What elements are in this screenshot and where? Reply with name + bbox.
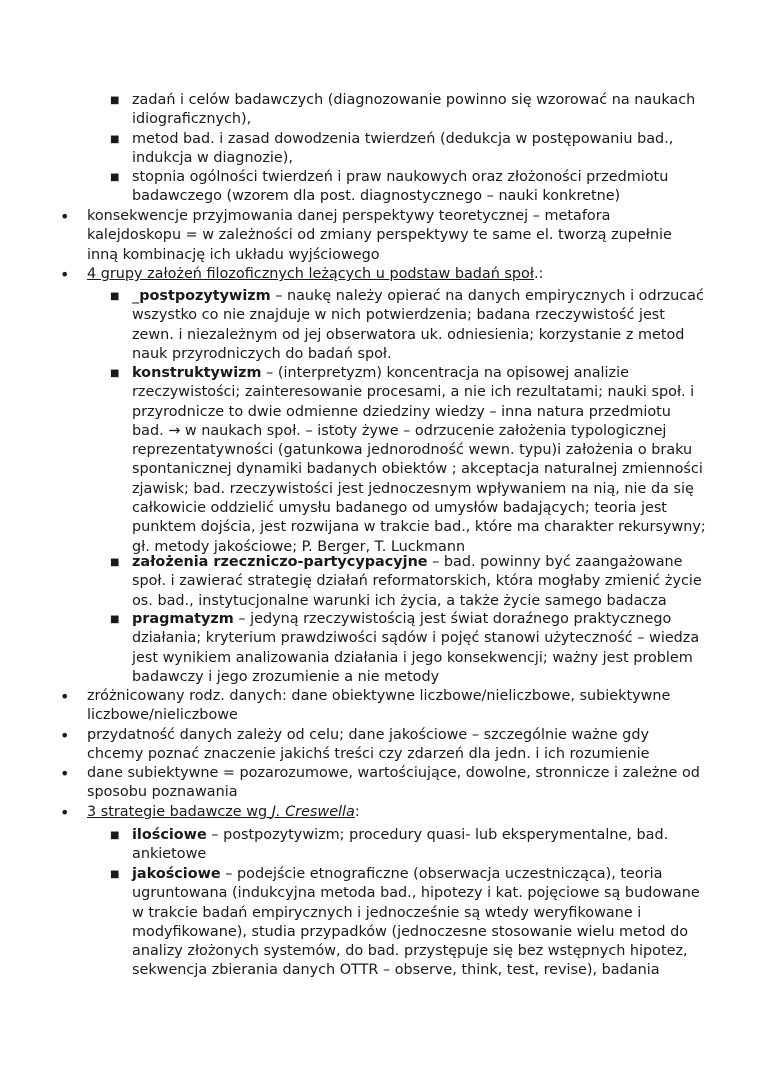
author-name: J. Creswella: [271, 804, 355, 820]
square-bullet-icon: ■: [110, 614, 120, 625]
square-bullet-icon: ■: [110, 869, 120, 880]
square-bullet-icon: ■: [110, 830, 120, 841]
square-bullet-icon: ■: [110, 291, 120, 302]
term: jakościowe: [132, 866, 221, 882]
term: ilościowe: [132, 827, 207, 843]
section-heading: 3 strategie badawcze wg: [87, 804, 272, 820]
bullet-icon: •: [60, 803, 70, 822]
bullet-icon: •: [60, 207, 70, 226]
list-item: • 4 grupy założeń filozoficznych leżących u podstaw badań społ.:: [60, 265, 544, 284]
sublist-item: ■ pragmatyzm – jedyną rzeczywistością jest świat doraźnego praktycznego działania; kryterium prawdziwości sądów i pojęć stanowi użyteczność – wiedza jest wynikiem analizowania działania i jego konsekwencji; ważny jest problem badawczy i jego zrozumienie a nie metody: [110, 611, 700, 685]
list-item: • 3 strategie badawcze wg J. Creswella:: [60, 803, 360, 822]
term: założenia rzeczniczo-partycypacyjne: [132, 554, 428, 570]
section-heading: 4 grupy założeń filozoficznych leżących u podstaw badań społ: [87, 266, 534, 282]
sublist-item: ■ stopnia ogólności twierdzeń i praw naukowych oraz złożoności przedmiotu badawczego (wzorem dla post. diagnostycznego – nauki konkretne): [110, 169, 669, 205]
sublist-item: ■ zadań i celów badawczych (diagnozowanie powinno się wzorować na naukach idiograficznych),: [110, 92, 696, 128]
sublist-item: ■ jakościowe – podejście etnograficzne (obserwacja uczestnicząca), teoria ugruntowana (indukcyjna metoda bad., hipotezy i kat. pojęciowe są budowane w trakcie badań empirycznych i jednocześnie są wtedy weryfikowane i modyfikowane), studia przypadków (jednoczesne stosowanie wielu metod do analizy złożonych systemów, do bad. przystępuje się bez wstępnych hipotez, sekwencja zbierania danych OTTR – observe, think, test, revise), badania: [110, 866, 700, 979]
sublist-item: ■ ilościowe – postpozytywizm; procedury quasi- lub eksperymentalne, bad. ankietowe: [110, 827, 669, 863]
term: konstruktywizm: [132, 365, 262, 381]
sublist-item: ■ konstruktywizm – (interpretyzm) koncentracja na opisowej analizie rzeczywistości; zainteresowanie procesami, a nie ich rezultatami; nauki społ. i przyrodnicze to dwie odmienne dziedziny wiedzy – inna natura przedmiotu bad. → w naukach społ. – istoty żywe – odrzucenie założenia typologicznej reprezentatywności (gatunkowa jednorodność wewn. typu)i założenia o braku spontanicznej dynamiki badanych obiektów ; akceptacja naturalnej zmienności zjawisk; bad. rzeczywistości jest jednoczesnym wpływaniem na nią, nie da się całkowicie oddzielić umysłu badanego od umysłów badających; teoria jest punktem dojścia, jest rozwijana w trakcie bad., które ma charakter rekursywny; gł. metody jakościowe; P. Berger, T. Luckmann: [110, 365, 706, 555]
square-bullet-icon: ■: [110, 172, 120, 183]
list-item: • przydatność danych zależy od celu; dane jakościowe – szczególnie ważne gdy chcemy poznać znaczenie jakichś treści czy zdarzeń dla jedn. i ich rozumienie: [60, 726, 650, 763]
list-item: • konsekwencje przyjmowania danej perspektywy teoretycznej – metafora kalejdoskopu = w zależności od zmiany perspektywy te same el. tworzą zupełnie inną kombinację ich układu wyjściowego: [60, 207, 672, 263]
bullet-icon: •: [60, 265, 70, 284]
square-bullet-icon: ■: [110, 95, 120, 106]
list-item: • zróżnicowany rodz. danych: dane obiektywne liczbowe/nieliczbowe, subiektywne liczbowe/nieliczbowe: [60, 687, 671, 724]
square-bullet-icon: ■: [110, 134, 120, 145]
sublist-item: ■ założenia rzeczniczo-partycypacyjne – bad. powinny być zaangażowane społ. i zawierać strategię działań reformatorskich, która mogłaby zmienić życie os. bad., instytucjonalne warunki ich życia, a także życie samego badacza: [110, 554, 702, 609]
sublist-item: ■ _postpozytywizm – naukę należy opierać na danych empirycznych i odrzucać wszystko co nie znajduje w nich potwierdzenia; badana rzeczywistość jest zewn. i niezależnym od jej obserwatora uk. odniesienia; korzystanie z metod nauk przyrodniczych do badań społ.: [110, 288, 704, 362]
bullet-icon: •: [60, 687, 70, 706]
term: postpozytywizm: [139, 288, 271, 304]
square-bullet-icon: ■: [110, 557, 120, 568]
bullet-icon: •: [60, 726, 70, 745]
term: pragmatyzm: [132, 611, 234, 627]
square-bullet-icon: ■: [110, 368, 120, 379]
list-item: • dane subiektywne = pozarozumowe, wartościujące, dowolne, stronnicze i zależne od sposobu poznawania: [60, 764, 700, 801]
sublist-item: ■ metod bad. i zasad dowodzenia twierdzeń (dedukcja w postępowaniu bad., indukcja w diagnozie),: [110, 131, 674, 167]
bullet-icon: •: [60, 764, 70, 783]
